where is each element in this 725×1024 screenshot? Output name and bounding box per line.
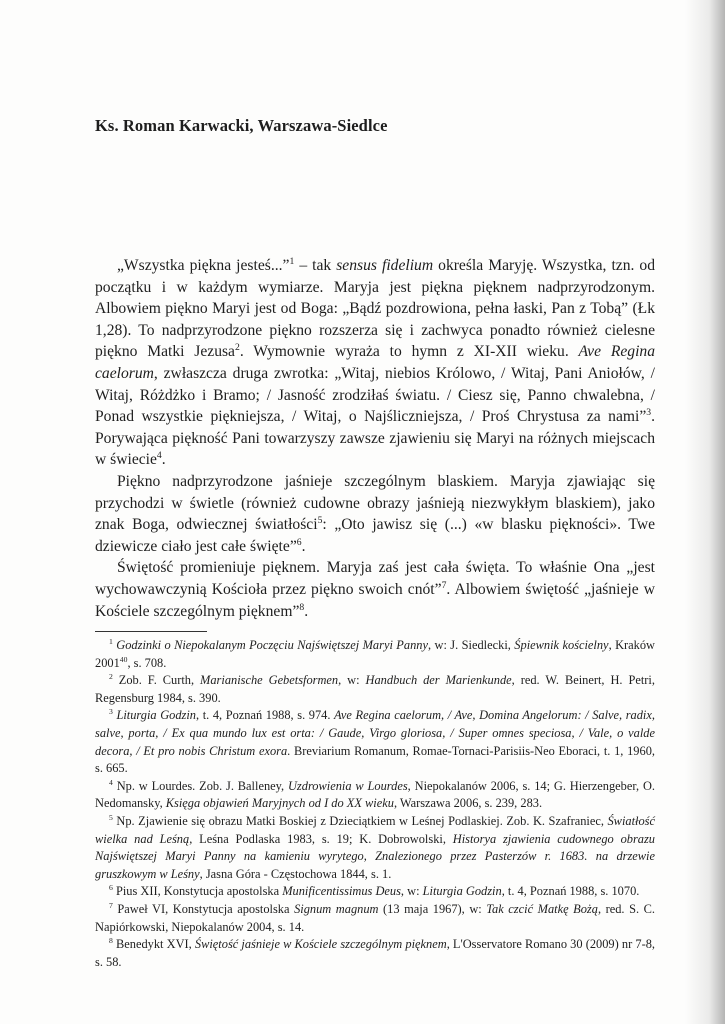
footnote-3: $^3$ Liturgia Godzin, t. 4, Poznań 1988, s. 974. Ave Regina caelorum, / Ave, Domina Angelorum: / Salve, radix, salve, porta, / Ex qua mundo lux est orta: / Gaude, Virgo gloriosa, / Super omnes speciosa, / Vale, o valde decora, / Et pro nobis Christum exora. Breviarium Romanum, Romae-Tornaci-Parisiis-Neo Eboraci, t. 1, 1960, s. 665. <box>95 707 655 776</box>
footnote-4: $^4$ Np. w Lourdes. Zob. J. Balleney, Uzdrowienia w Lourdes, Niepokalanów 2006, s. 14; G. Hierzengeber, O. Nedomansky, Księga objawień Maryjnych od I do XX wieku, Warszawa 2006, s. 239, 283. <box>95 777 655 811</box>
footnote-ref-2[interactable]: 2 <box>234 342 240 354</box>
page-gutter-shadow <box>685 0 725 1024</box>
footnote-1: $^1$ Godzinki o Niepokalanym Poczęciu Najświętszej Maryi Panny, w: J. Siedlecki, Śpiewnik kościelny, Kraków 2001$^{40}$, s. 708. <box>95 636 655 670</box>
footnote-ref-8[interactable]: 8 <box>299 601 305 613</box>
footnotes-section <box>95 631 655 971</box>
footnote-6: $^6$ Pius XII, Konstytucja apostolska Munificentissimus Deus, w: Liturgia Godzin, t. 4, Poznań 1988, s. 1070. <box>109 883 640 899</box>
footnote-7: $^7$ Paweł VI, Konstytucja apostolska Signum magnum (13 maja 1967), w: Tak czcić Matkę Bożą, red. S. C. Napiórkowski, Niepokalanów 2004, s. 14. <box>95 900 655 934</box>
footnote-8: $^8$ Benedykt XVI, Świętość jaśnieje w Kościele szczególnym pięknem, L'Osservatore Romano 30 (2009) nr 7-8, s. 58. <box>95 935 655 969</box>
footnote-ref-4[interactable]: 4 <box>156 450 162 462</box>
footnote-ref-7[interactable]: 7 <box>441 579 447 591</box>
main-text <box>95 255 655 622</box>
paragraph-1: „Wszystka piękna jesteś...”$^1$ – tak sensus fidelium określa Maryję. Wszystka, tzn. od początku i w każdym wymiarze. Maryja jest piękna pięknem nadprzyrodzonym. Albowiem piękno Maryi jest od Boga: „Bądź pozdrowiona, pełna łaski, Pan z Tobą” (Łk 1,28). To nadprzyrodzone piękno rozszerza się i zachwyca ponadto również cielesne piękno Matki Jezusa$^2$. Wymownie wyraża to hymn z XI-XII wieku. Ave Regina caelorum, zwłaszcza druga zwrotka: „Witaj, niebios Królowo, / Witaj, Pani Aniołów, / Witaj, Różdżko i Bramo; / Jasność zrodziłaś światu. / Ciesz się, Panno chwalebna, / Ponad wszystkie piękniejsza, / Witaj, o Najśliczniejsza, / Proś Chrystusa za nami”$^3$. Porywająca piękność Pani towarzyszy zawsze zjawieniu się Maryi na różnych miejscach w świecie$^4$. <box>95 255 656 469</box>
footnote-5: $^5$ Np. Zjawienie się obrazu Matki Boskiej z Dzieciątkiem w Leśnej Podlaskiej. Zob. K. Szafraniec, Światłość wielka nad Leśną, Leśna Podlaska 1983, s. 19; K. Dobrowolski, Historya zjawienia cudownego obrazu Najświętszej Maryi Panny na kamieniu wyrytego, Znalezionego przez Pasterzów r. 1683. na drzewie gruszkowym w Leśny, Jasna Góra - Częstochowa 1844, s. 1. <box>95 812 655 881</box>
footnote-2: $^2$ Zob. F. Curth, Marianische Gebetsformen, w: Handbuch der Marienkunde, red. W. Beinert, H. Petri, Regensburg 1984, s. 390. <box>95 672 655 705</box>
footnote-ref-1[interactable]: 1 <box>289 255 295 267</box>
footnote-divider <box>95 631 207 632</box>
paragraph-3: Świętość promieniuje pięknem. Maryja zaś jest cała święta. To właśnie Ona „jest wychowawczynią Kościoła przez piękno swoich cnót”$^7$. Albowiem świętość „jaśnieje w Kościele szczególnym pięknem”$^8$. <box>95 559 655 620</box>
paragraph-2: Piękno nadprzyrodzone jaśnieje szczególnym blaskiem. Maryja zjawiając się przychodzi w świetle (również cudowne obrazy jaśnieją niezwykłym blaskiem), jako znak Boga, odwiecznej światłości$^5$: „Oto jawisz się (...) «w blasku piękności». Twe dziewicze ciało jest całe święte”$^6$. <box>95 472 655 555</box>
footnote-ref-3[interactable]: 3 <box>646 406 652 418</box>
footnote-ref-6[interactable]: 6 <box>296 536 302 548</box>
author-heading: Ks. Roman Karwacki, Warszawa-Siedlce <box>95 116 388 135</box>
footnote-ref-5[interactable]: 5 <box>317 514 323 526</box>
